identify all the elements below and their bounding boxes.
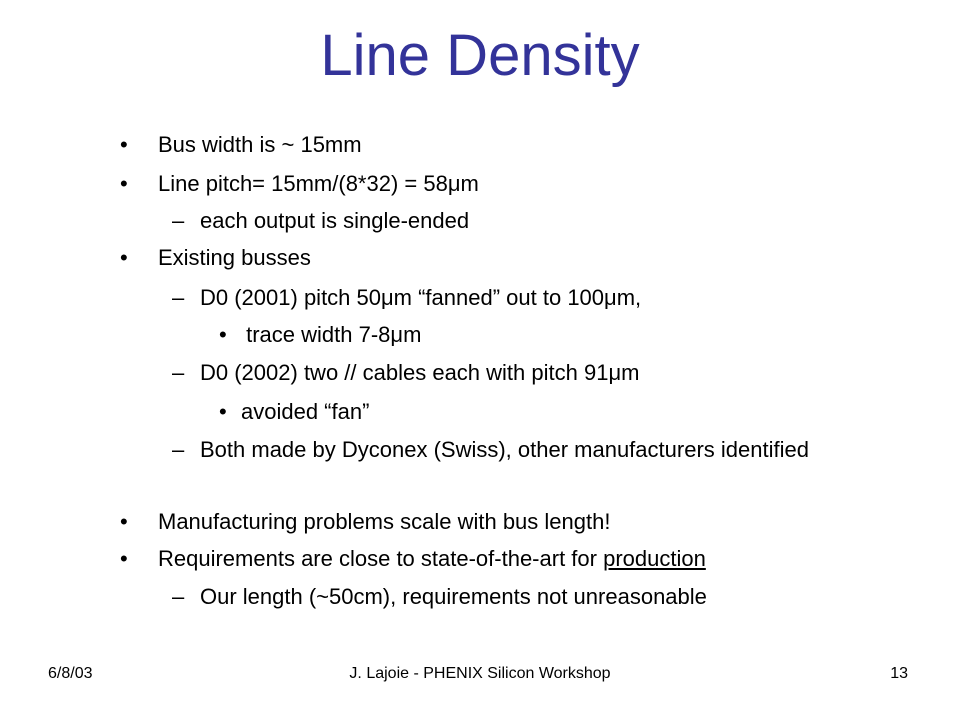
underlined-production: production — [603, 546, 706, 571]
sub-sub-bullet-avoided-fan: avoided “fan” — [241, 399, 370, 424]
bullet-marker: • — [120, 245, 128, 270]
sub-bullet-d0-2002: D0 (2002) two // cables each with pitch 91μm — [200, 360, 640, 385]
sub-bullet-single-ended: each output is single-ended — [200, 208, 470, 233]
bullet-requirements — [158, 545, 706, 573]
sub-bullet-marker: – — [172, 437, 185, 462]
bullet-marker: • — [120, 546, 128, 571]
bullet-marker: • — [120, 171, 128, 196]
sub-bullet-dyconex: Both made by Dyconex (Swiss), other manufacturers identified — [200, 437, 809, 462]
bullet-marker: • — [120, 132, 128, 157]
sub-bullet-marker: – — [172, 208, 185, 233]
sub-bullet-marker: – — [172, 360, 185, 385]
footer-title: J. Lajoie - PHENIX Silicon Workshop — [349, 665, 611, 682]
footer-page-number: 13 — [890, 665, 908, 682]
bullet-requirements-text: Requirements are close to state-of-the-art for — [158, 546, 604, 571]
sub-bullet-d0-2001: D0 (2001) pitch 50μm “fanned” out to 100μm, — [200, 285, 642, 310]
bullet-existing-busses: Existing busses — [158, 245, 311, 270]
footer-date: 6/8/03 — [48, 665, 93, 682]
sub-bullet-marker: – — [172, 584, 185, 609]
sub-sub-bullet-marker: • — [219, 399, 227, 424]
bullet-manufacturing-problems: Manufacturing problems scale with bus length! — [158, 509, 611, 534]
sub-sub-bullet-marker: • — [219, 322, 227, 347]
sub-sub-bullet-trace-width: trace width 7-8μm — [240, 322, 422, 347]
bullet-marker: • — [120, 509, 128, 534]
sub-bullet-marker: – — [172, 285, 185, 310]
bullet-line-pitch: Line pitch= 15mm/(8*32) = 58μm — [158, 171, 479, 196]
slide-title: Line Density — [320, 23, 640, 88]
sub-bullet-our-length: Our length (~50cm), requirements not unreasonable — [200, 584, 707, 609]
bullet-bus-width: Bus width is ~ 15mm — [158, 132, 362, 157]
